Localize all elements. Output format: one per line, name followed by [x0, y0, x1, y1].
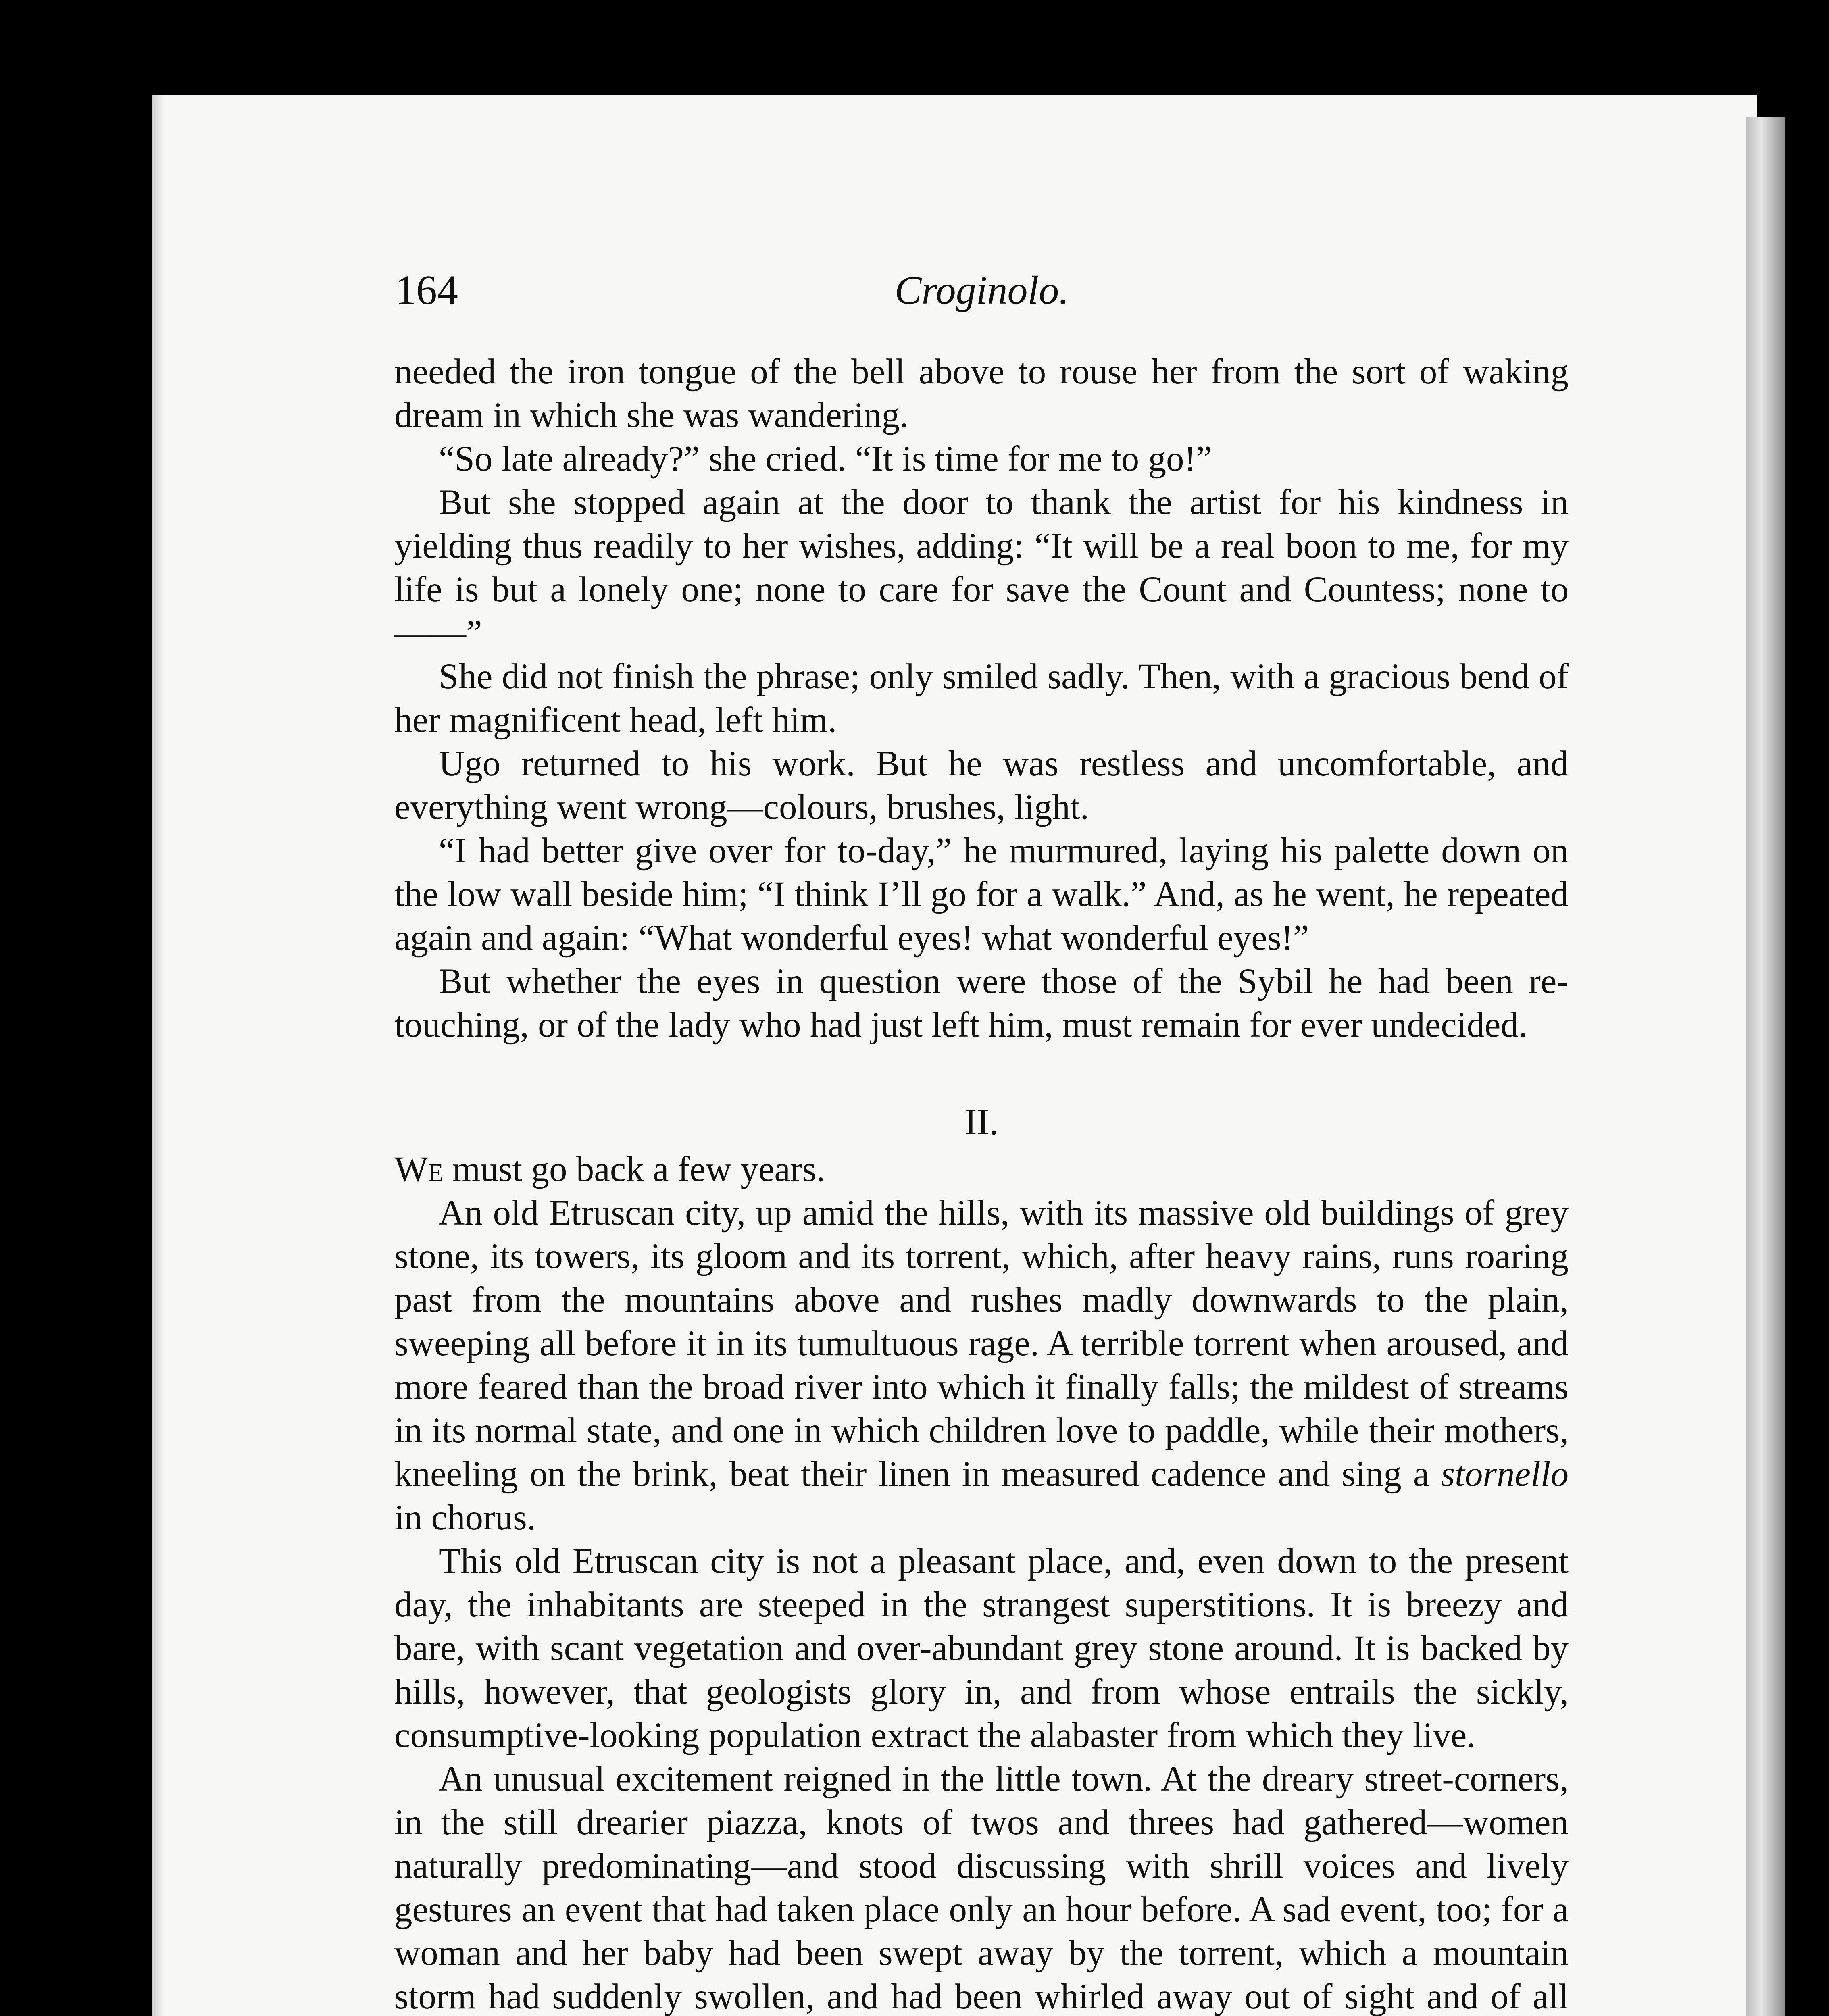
paragraph: But whether the eyes in question were those of the Sybil he had been re-touching, or of the lady who had just left him, must remain for ever undecided.	[394, 962, 1569, 1045]
section-heading: II.	[964, 1101, 999, 1142]
paragraph: But she stopped again at the door to thank the artist for his kindness in yielding thus readily to her wishes, adding: “It will be a real boon to me, for my life is but a lonely one; none to care for save the Count and Countess; none to——”	[394, 483, 1569, 653]
page-header	[395, 266, 1569, 314]
page-gutter-shadow	[152, 95, 165, 2016]
paragraph: “So late already?” she cried. “It is time for me to go!”	[439, 439, 1212, 479]
section-opening-rest: must go back a few years.	[443, 1150, 825, 1189]
page-number: 164	[395, 267, 458, 313]
italic-term: stornello	[1441, 1454, 1569, 1494]
paragraph: This old Etruscan city is not a pleasant place, and, even down to the present day, the inhabitants are steeped in the strangest superstitions. It is breezy and bare, with scant vegetation and over-abundant grey stone around. It is backed by hills, however, that geologists glory in, and from whose entrails the sickly, consumptive-looking population extract the alabaster from which they live.	[394, 1541, 1569, 1755]
section-opening-word: We	[394, 1150, 444, 1189]
paragraph: She did not finish the phrase; only smiled sadly. Then, with a gracious bend of her magnificent head, left him.	[394, 657, 1569, 740]
paragraph-continued: needed the iron tongue of the bell above to rouse her from the sort of waking dream in which she was wandering.	[394, 352, 1569, 435]
paragraph: An unusual excitement reigned in the little town. At the dreary street-corners, in the still drearier piazza, knots of twos and threes had gathered—women naturally predominating—and stood discussing with shrill voices and lively gestures an event that had taken place only an hour before. A sad event, too; for a woman and her baby had been swept away by the torrent, which a mountain storm had suddenly swollen, and had been whirled away out of sight and of all	[394, 1759, 1569, 2016]
page-stack-edge	[1746, 117, 1785, 2016]
body-text	[394, 350, 1569, 2016]
section-opening-paragraph	[394, 1148, 1569, 1191]
paragraph: Ugo returned to his work. But he was restless and uncomfortable, and everything went wrong—colours, brushes, light.	[394, 744, 1569, 827]
paragraph-text: in chorus.	[394, 1498, 536, 1537]
running-title: Croginolo.	[894, 268, 1069, 312]
paragraph	[394, 1191, 1569, 1539]
paragraph-text: An old Etruscan city, up amid the hills, with its massive old buildings of grey stone, its towers, its gloom and its torrent, which, after heavy rains, runs roaring past from the mountains above and rushes madly downwards to the plain, sweeping all before it in its tumultuous rage. A terrible torrent when aroused, and more feared than the broad river into which it finally falls; the mildest of streams in its normal state, and one in which children love to paddle, while their mothers, kneeling on the brink, beat their linen in measured cadence and sing a	[394, 1193, 1569, 1494]
paragraph: “I had better give over for to-day,” he murmured, laying his palette down on the low wall beside him; “I think I’ll go for a walk.” And, as he went, he repeated again and again: “What wonderful eyes! what wonderful eyes!”	[394, 831, 1569, 958]
